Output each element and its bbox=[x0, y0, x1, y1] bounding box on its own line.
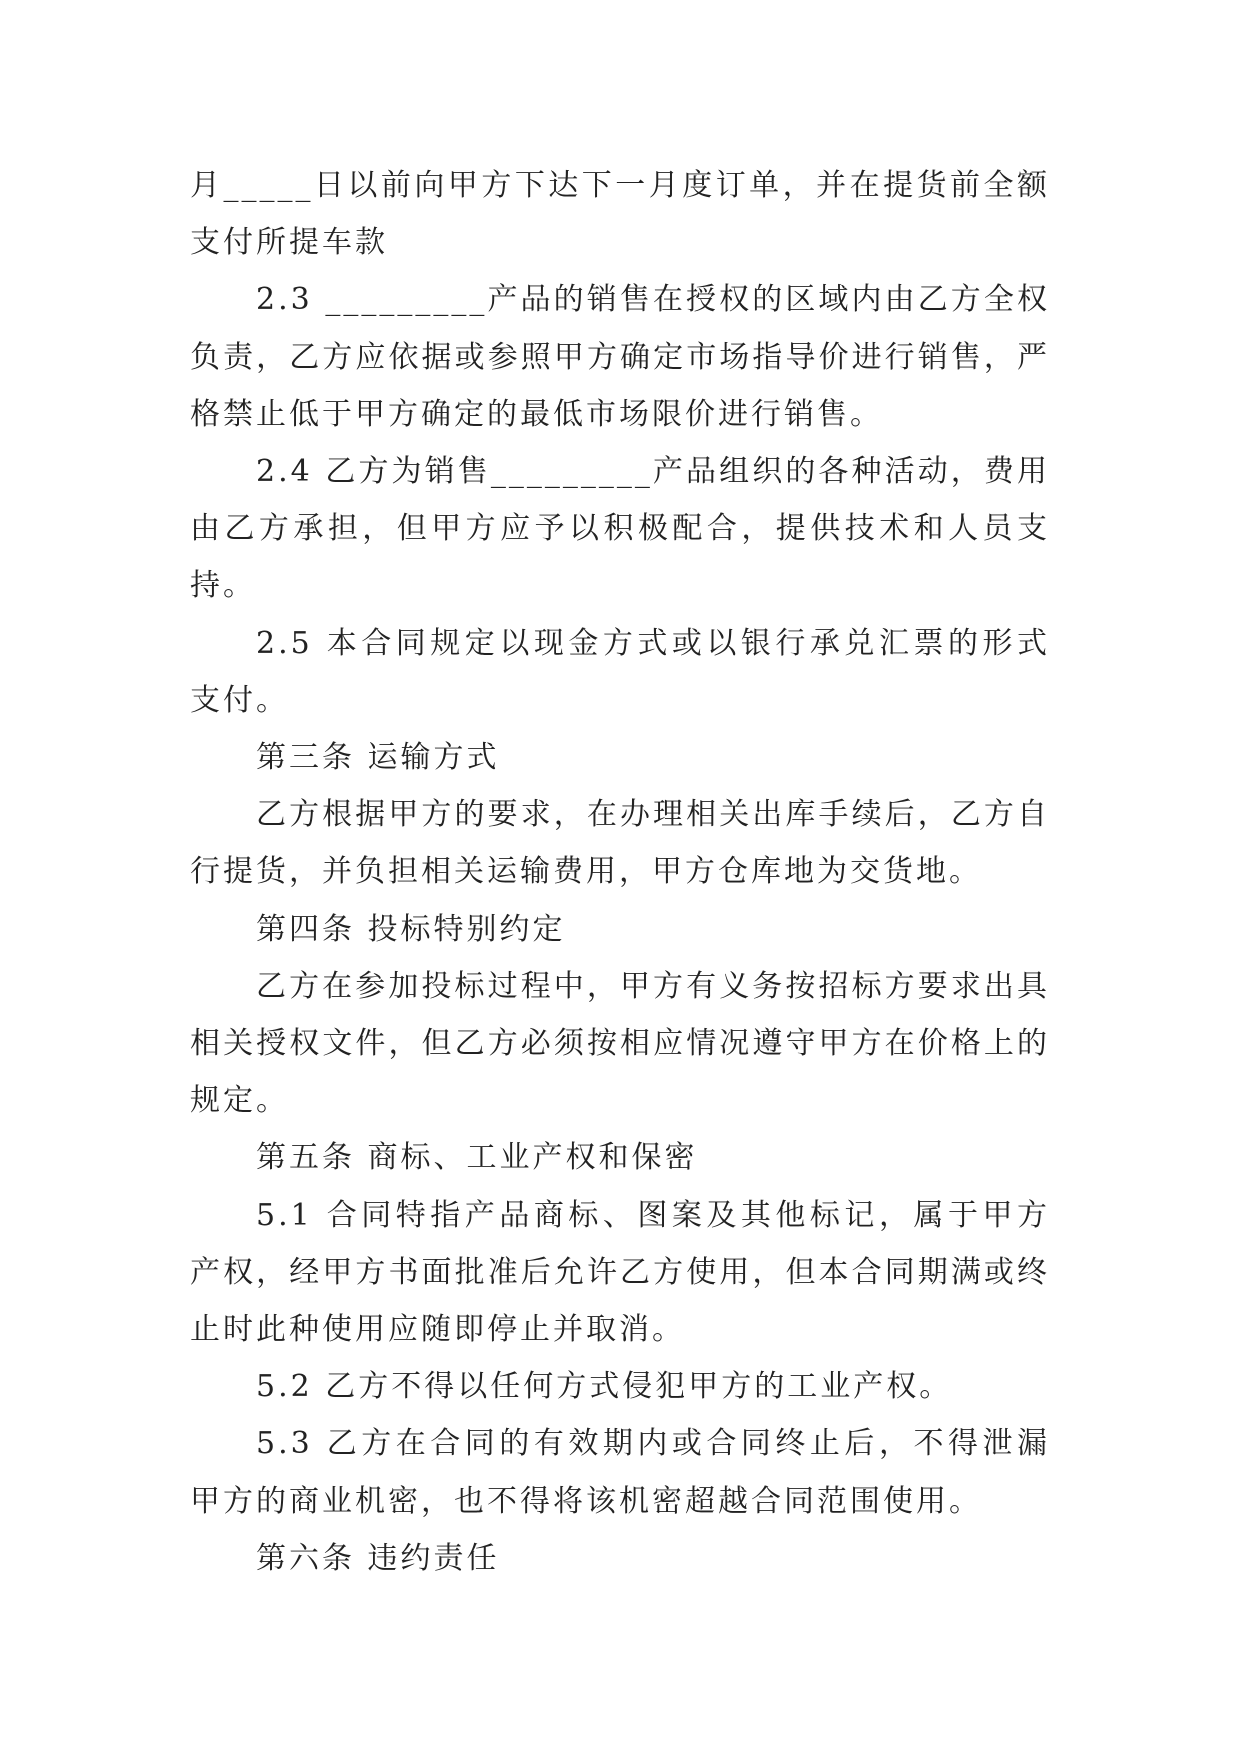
heading-article-4: 第四条 投标特别约定 bbox=[256, 911, 566, 947]
document-body bbox=[190, 157, 1050, 1587]
paragraph-order-continuation: 月_____日以前向甲方下达下一月度订单，并在提货前全额支付所提车款 bbox=[190, 168, 1050, 261]
heading-article-6: 第六条 违约责任 bbox=[256, 1540, 500, 1576]
paragraph-clause-2-3: 2.3 _________产品的销售在授权的区域内由乙方全权负责，乙方应依据或参照甲方确定市场指导价进行销售，严格禁止低于甲方确定的最低市场限价进行销售。 bbox=[190, 282, 1050, 432]
paragraph-clause-2-5: 2.5 本合同规定以现金方式或以银行承兑汇票的形式支付。 bbox=[190, 625, 1050, 718]
paragraph-clause-5-3: 5.3 乙方在合同的有效期内或合同终止后，不得泄漏甲方的商业机密，也不得将该机密超越合同范围使用。 bbox=[190, 1426, 1050, 1519]
paragraph-clause-5-1: 5.1 合同特指产品商标、图案及其他标记，属于甲方产权，经甲方书面批准后允许乙方使用，但本合同期满或终止时此种使用应随即停止并取消。 bbox=[190, 1197, 1050, 1348]
heading-article-3: 第三条 运输方式 bbox=[256, 740, 500, 776]
paragraph-article-4-body: 乙方在参加投标过程中，甲方有义务按招标方要求出具相关授权文件，但乙方必须按相应情况遵守甲方在价格上的规定。 bbox=[190, 968, 1050, 1119]
paragraph-clause-2-4: 2.4 乙方为销售_________产品组织的各种活动，费用由乙方承担，但甲方应予以积极配合，提供技术和人员支持。 bbox=[190, 454, 1050, 604]
paragraph-article-3-body: 乙方根据甲方的要求，在办理相关出库手续后，乙方自行提货，并负担相关运输费用，甲方仓库地为交货地。 bbox=[190, 797, 1050, 890]
paragraph-clause-5-2: 5.2 乙方不得以任何方式侵犯甲方的工业产权。 bbox=[256, 1369, 953, 1405]
heading-article-5: 第五条 商标、工业产权和保密 bbox=[256, 1140, 698, 1176]
